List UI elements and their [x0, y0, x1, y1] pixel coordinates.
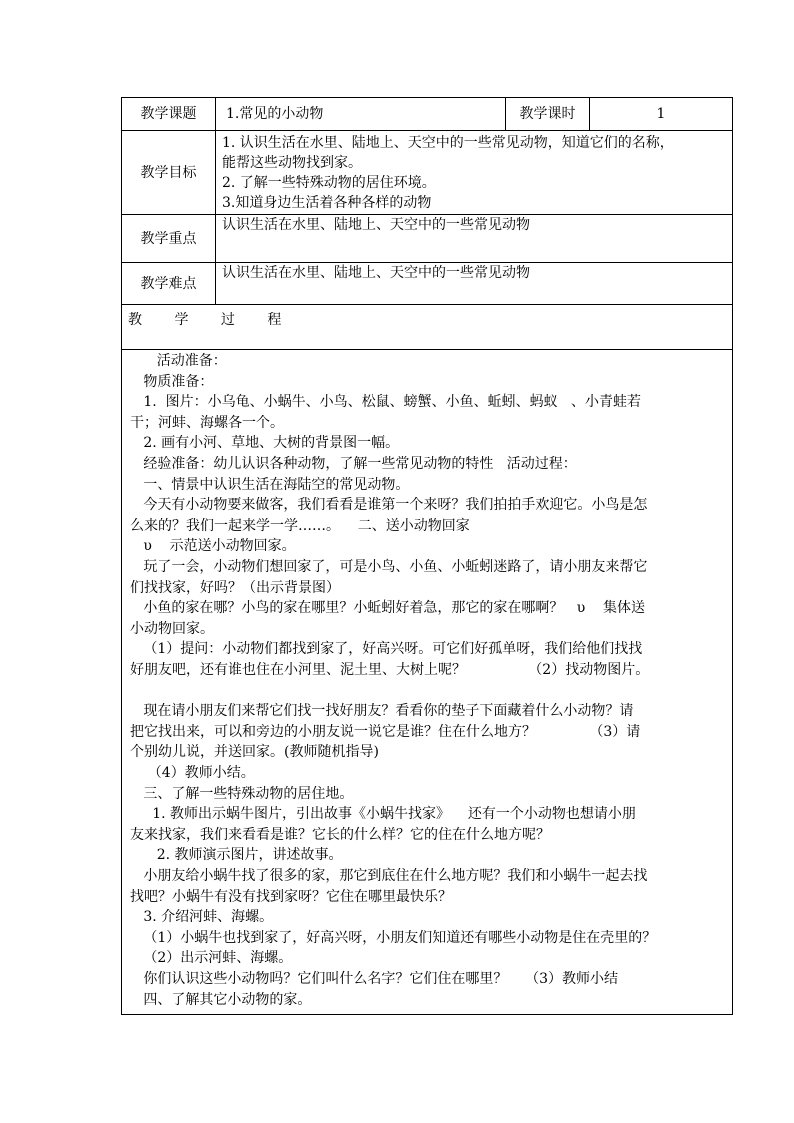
- difficulty-value: 认识生活在水里、陆地上、天空中的一些常见动物: [222, 265, 530, 281]
- goals-label: 教学目标: [140, 164, 197, 181]
- process-line: 2. 画有小河、草地、大树的背景图一幅。: [130, 435, 400, 452]
- process-line: （2）出示河蚌、海螺。: [130, 950, 293, 967]
- process-line: 1. 图片：小乌龟、小蜗牛、小鸟、松鼠、螃蟹、小鱼、蚯蚓、蚂蚁 、小青蛙若: [130, 394, 641, 411]
- process-line: 现在请小朋友们来帮它们找一找好朋友？看看你的垫子下面藏着什么小动物？请: [130, 703, 634, 720]
- process-line: （1）提问：小动物们都找到家了，好高兴呀。可它们好孤单呀，我们给他们找找: [130, 641, 643, 658]
- process-line: 物质准备：: [130, 373, 214, 390]
- process-line: 么来的？我们一起来学一学……。 二、送小动物回家: [130, 517, 470, 534]
- goal-line-1: 1. 认识生活在水里、陆地上、天空中的一些常见动物，知道它们的名称，: [222, 135, 674, 151]
- focus-label: 教学重点: [140, 230, 197, 247]
- process-line: 干；河蚌、海螺各一个。: [130, 414, 284, 431]
- process-line: 友来找家，我们来看看是谁？它长的什么样？它的住在什么地方呢？: [130, 826, 550, 843]
- process-line: 3. 介绍河蚌、海螺。: [130, 909, 274, 926]
- process-line: 玩了一会，小动物们想回家了，可是小鸟、小鱼、小蚯蚓迷路了，请小朋友来帮它: [130, 559, 648, 575]
- label-column-divider: [215, 97, 216, 305]
- goal-line-3: 2. 了解一些特殊动物的居住环境。: [222, 175, 436, 191]
- goal-line-4: 3.知道身边生活着各种各样的动物: [222, 195, 432, 211]
- process-line: 小动物回家。: [130, 620, 214, 637]
- process-line: 好朋友吧，还有谁也住在小河里、泥土里、大树上呢？ （2）找动物图片。: [130, 662, 650, 678]
- process-line: 今天有小动物要来做客，我们看看是谁第一个来呀？我们拍拍手欢迎它。小鸟是怎: [130, 497, 648, 514]
- hours-value: 1: [656, 106, 666, 122]
- process-line: （1）小蜗牛也找到家了，好高兴呀，小朋友们知道还有哪些小动物是住在壳里的？: [130, 929, 657, 946]
- process-line: 个别幼儿说，并送回家。(教师随机指导): [130, 744, 379, 761]
- process-line: 三、了解一些特殊动物的居住地。: [130, 785, 354, 802]
- table-border-right: [732, 97, 733, 1015]
- difficulty-label: 教学难点: [140, 275, 197, 292]
- hours-label: 教学课时: [519, 106, 576, 122]
- row-divider-5: [121, 349, 733, 350]
- process-line: 把它找出来，可以和旁边的小朋友说一说它是谁？住在什么地方？ （3）请: [130, 723, 641, 740]
- table-border-bottom: [121, 1014, 733, 1015]
- process-line: （4）教师小结。: [130, 765, 255, 781]
- row-divider-4: [121, 304, 733, 305]
- topic-label: 教学课题: [140, 106, 197, 122]
- goal-line-2: 能帮这些动物找到家。: [222, 155, 362, 171]
- process-line: 经验准备：幼儿认识各种动物，了解一些常见动物的特性 活动过程：: [130, 456, 577, 472]
- topic-value: 1.常见的小动物: [226, 106, 324, 122]
- process-line: 活动准备：: [130, 353, 227, 369]
- process-line: 你们认识这些小动物吗？它们叫什么名字？它们住在哪里？ （3）教师小结: [130, 971, 619, 987]
- process-line: υ 示范送小动物回家。: [130, 538, 296, 555]
- focus-value: 认识生活在水里、陆地上、天空中的一些常见动物: [222, 217, 530, 233]
- process-title: 教 学 过 程: [128, 312, 284, 328]
- process-line: 四、了解其它小动物的家。: [130, 991, 312, 1008]
- process-line: 小鱼的家在哪？小鸟的家在哪里？小蚯蚓好着急，那它的家在哪啊？ υ 集体送: [130, 600, 646, 617]
- process-line: 一、情景中认识生活在海陆空的常见动物。: [130, 476, 410, 493]
- process-line: 小朋友给小蜗牛找了很多的家，那它到底住在什么地方呢？我们和小蜗牛一起去找: [130, 868, 648, 884]
- process-line: 们找找家，好吗？（出示背景图）: [130, 579, 340, 596]
- process-line: 找吧？小蜗牛有没有找到家呀？它住在哪里最快乐？: [130, 888, 452, 905]
- process-line: 2. 教师演示图片，讲述故事。: [130, 847, 343, 864]
- process-body: [130, 351, 730, 1011]
- process-line: 1. 教师出示蜗牛图片，引出故事《小蜗牛找家》 还有一个小动物也想请小朋: [130, 806, 636, 823]
